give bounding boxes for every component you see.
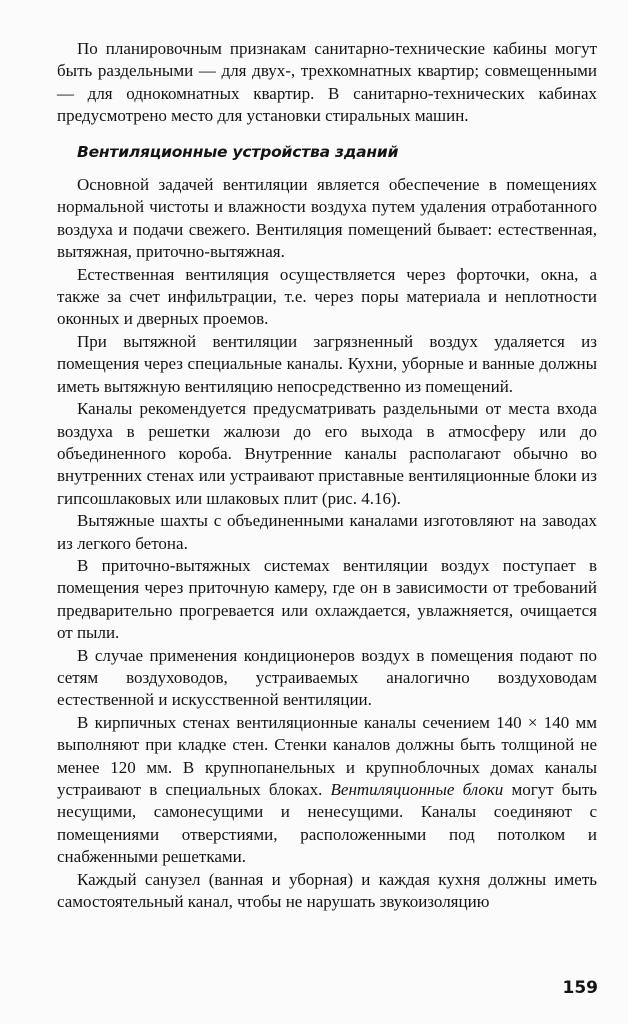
paragraph-ventilation-purpose: Основной задачей вентиляции является обеспечение в помещениях нормальной чистоты и влажности воздуха путем удаления отработанного воздуха и подачи свежего. Вентиляция помещений бывает: естественная, вытяжная, приточно-вытяжная.	[57, 175, 597, 262]
paragraph-channels: Каналы рекомендуется предусматривать раздельными от места входа воздуха в решетки жалюзи до его выхода в атмосферу или до объединенного короба. Внутренние каналы располагают обычно во внутренних стенах или устраивают приставные вентиляционные блоки из гипсошлаковых или шлаковых плит (рис. 4.16).	[57, 399, 597, 508]
brick-walls-text: В кирпичных стенах вентиляционные каналы сечением 140 × 140 мм выполняют при кладке стен. Стенки каналов должны быть толщиной не менее 120 мм. В крупнопанельных и крупноблочных домах каналы устраивают в специальных блоках.	[57, 712, 597, 799]
paragraph-brick-walls	[57, 712, 597, 869]
paragraph-natural-ventilation: Естественная вентиляция осуществляется через форточки, окна, а также за счет инфильтрации, т.е. через поры материала и неплотности оконных и дверных проемов.	[57, 264, 597, 329]
body-text	[57, 38, 597, 913]
paragraph-supply-exhaust: В приточно-вытяжных системах вентиляции воздух поступает в помещения через приточную камеру, где он в зависимости от требований предварительно прогревается или охлаждается, увлажняется, очищается от пыли.	[57, 555, 597, 643]
paragraph-conditioners: В случае применения кондиционеров воздух в помещения подают по сетям воздуховодов, устраиваемых аналогично воздуховодам естественной и искусственной вентиляции.	[57, 645, 597, 710]
paragraph-shafts: Вытяжные шахты с объединенными каналами изготовляют на заводах из легкого бетона.	[57, 511, 597, 553]
paragraph-separate-channel: Каждый санузел (ванная и уборная) и каждая кухня должны иметь самостоятельный канал, чтобы не нарушать звукоизоляцию	[57, 869, 597, 912]
italic-term: Вентиляционные блоки	[330, 780, 504, 799]
paragraph-exhaust-ventilation: При вытяжной вентиляции загрязненный воздух удаляется из помещения через специальные каналы. Кухни, уборные и ванные должны иметь вытяжную вентиляцию непосредственно из помещений.	[57, 331, 597, 396]
section-heading: Вентиляционные устройства зданий	[77, 142, 399, 161]
blocks-text: могут быть несущими, самонесущими и ненесущими. Каналы соединяют с помещениями отверстиями, расположенными под потолком и снабженными решетками.	[57, 780, 597, 867]
paragraph-sanitary-cabins: По планировочным признакам санитарно-технические кабины могут быть раздельными — для двух-, трехкомнатных квартир; совмещенными — для однокомнатных квартир. В санитарно-технических кабинах предусмотрено место для установки стиральных машин.	[57, 39, 597, 126]
page-number: 159	[562, 978, 598, 998]
